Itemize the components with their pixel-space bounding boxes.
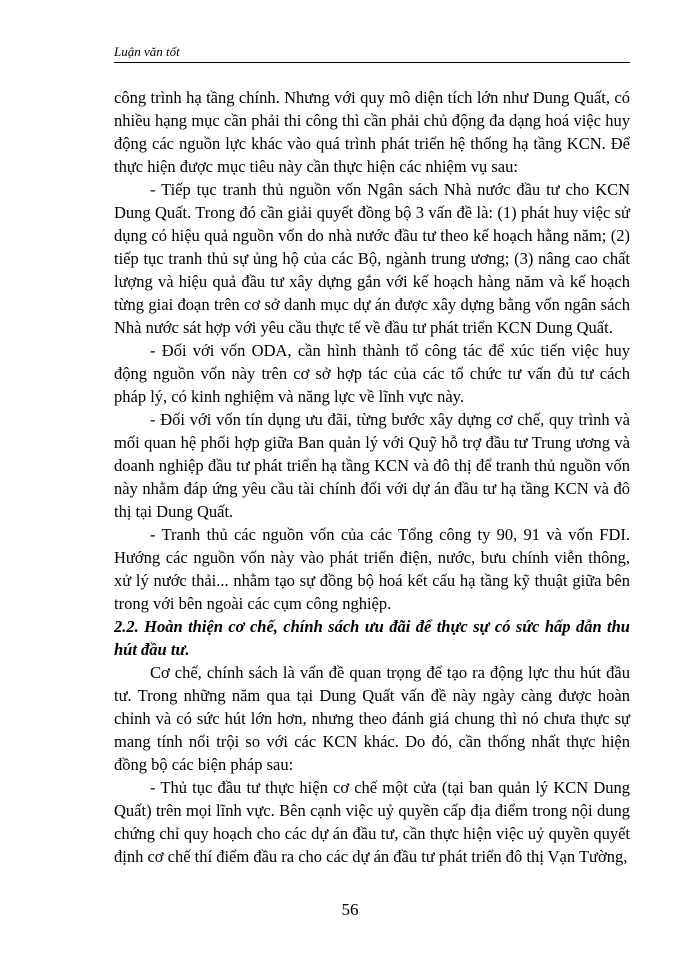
paragraph: công trình hạ tầng chính. Nhưng với quy mô diện tích lớn như Dung Quất, có nhiều hạng mục cần phải thi công thì cần phải chủ động đa dạng hoá việc huy động các nguồn lực khác vào quá trình phát triển hệ thống hạ tầng KCN. Để thực hiện được mục tiêu này cần thực hiện các nhiệm vụ sau: <box>114 88 630 176</box>
header-rule <box>114 62 630 63</box>
paragraph: - Thủ tục đầu tư thực hiện cơ chế một cửa (tại ban quản lý KCN Dung Quất) trên mọi lĩnh vực. Bên cạnh việc uỷ quyền cấp địa điểm trong nội dung chứng chỉ quy hoạch cho các dự án đầu tư, cần thực hiện việc uỷ quyền quyết định cơ chế thí điểm đầu ra cho các dự án đầu tư phát triển đô thị Vạn Tường, <box>114 778 630 866</box>
page-number: 56 <box>341 900 359 919</box>
page-body <box>114 86 630 868</box>
paragraph: - Tiếp tục tranh thủ nguồn vốn Ngân sách Nhà nước đầu tư cho KCN Dung Quất. Trong đó cần giải quyết đồng bộ 3 vấn đề là: (1) phát huy việc sử dụng có hiệu quả nguồn vốn do nhà nước đầu tư theo kế hoạch hằng năm; (2) tiếp tục tranh thủ sự ủng hộ của các Bộ, ngành trung ương; (3) nâng cao chất lượng và hiệu quả đầu tư xây dựng gắn với kế hoạch hàng năm và kế hoạch từng giai đoạn trên cơ sở danh mục dự án được xây dựng bằng vốn ngân sách Nhà nước sát hợp với yêu cầu thực tế về đầu tư phát triển KCN Dung Quất. <box>114 180 630 337</box>
running-header: Luận văn tốt <box>114 44 180 59</box>
section-heading: 2.2. Hoàn thiện cơ chế, chính sách ưu đãi để thực sự có sức hấp dẫn thu hút đầu tư. <box>114 617 630 659</box>
paragraph: Cơ chế, chính sách là vấn đề quan trọng để tạo ra động lực thu hút đầu tư. Trong những năm qua tại Dung Quất vấn đề này ngày càng được hoàn chỉnh và có sức hút lớn hơn, nhưng theo đánh giá chung thì nó chưa thực sự mang tính nổi trội so với các KCN khác. Do đó, cần thống nhất thực hiện đồng bộ các biện pháp sau: <box>114 663 630 774</box>
paragraph: - Đối với vốn ODA, cần hình thành tổ công tác để xúc tiến việc huy động nguồn vốn này trên cơ sở hợp tác của các tổ chức tư vấn đủ tư cách pháp lý, có kinh nghiệm và năng lực về lĩnh vực này. <box>114 341 630 406</box>
paragraph: - Đối với vốn tín dụng ưu đãi, từng bước xây dựng cơ chế, quy trình và mối quan hệ phối hợp giữa Ban quản lý với Quỹ hỗ trợ đầu tư Trung ương và doanh nghiệp đầu tư phát triển hạ tầng KCN và đô thị để tranh thủ nguồn vốn này nhằm đáp ứng yêu cầu tài chính đối với dự án đầu tư hạ tầng KCN và đô thị tại Dung Quất. <box>114 410 630 521</box>
paragraph: - Tranh thủ các nguồn vốn của các Tổng công ty 90, 91 và vốn FDI. Hướng các nguồn vốn này vào phát triển điện, nước, bưu chính viễn thông, xử lý nước thải... nhằm tạo sự đồng bộ hoá kết cấu hạ tầng kỹ thuật giữa bên trong với bên ngoài các cụm công nghiệp. <box>114 525 630 613</box>
